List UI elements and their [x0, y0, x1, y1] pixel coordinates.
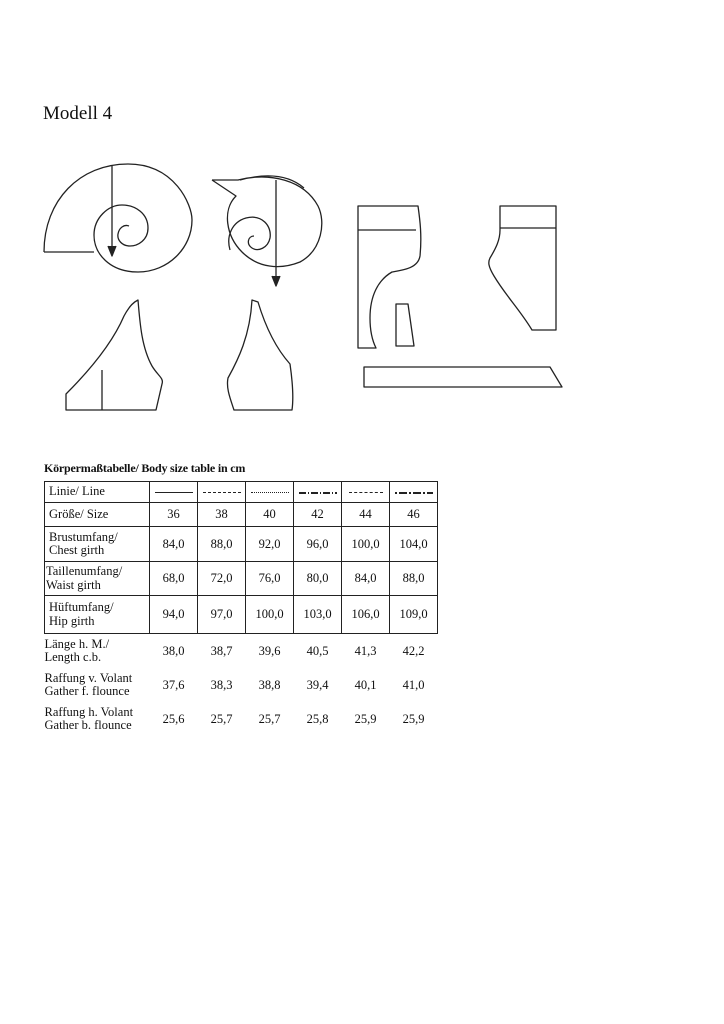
row-label-waist: Taillenumfang/ Waist girth	[45, 562, 150, 596]
gather-front-row	[45, 668, 438, 702]
line-sample-solid	[155, 492, 193, 493]
table-cell: 72,0	[198, 562, 246, 596]
table-cell: 100,0	[342, 527, 390, 562]
line-style-row	[45, 482, 438, 503]
size-cell: 36	[150, 503, 198, 527]
size-cell: 42	[294, 503, 342, 527]
table-cell: 42,2	[402, 643, 425, 658]
row-label-line: Linie/ Line	[45, 482, 150, 503]
table-cell: 25,7	[258, 711, 281, 726]
table-cell: 106,0	[342, 596, 390, 634]
back-bodice-piece	[227, 300, 292, 410]
line-sample-dash	[203, 492, 241, 493]
line-sample-42	[294, 482, 342, 503]
length-row	[45, 634, 438, 669]
line-sample-dot-dash	[395, 492, 433, 494]
table-cell: 38,0	[162, 643, 185, 658]
strap-piece	[396, 304, 414, 346]
line-sample-dot	[251, 492, 289, 493]
row-label-length: Länge h. M./ Length c.b.	[44, 636, 110, 664]
waist-row	[45, 562, 438, 596]
table-cell: 88,0	[198, 527, 246, 562]
row-label-hip: Hüftumfang/ Hip girth	[45, 596, 150, 634]
size-cell: 44	[342, 503, 390, 527]
table-cell: 41,3	[354, 643, 377, 658]
table-cell: 94,0	[150, 596, 198, 634]
line-sample-46	[390, 482, 438, 503]
row-label-gather-back: Raffung h. Volant Gather b. flounce	[44, 704, 134, 732]
line-sample-dash-long	[349, 492, 383, 493]
table-caption: Körpermaßtabelle/ Body size table in cm	[44, 461, 246, 475]
table-cell: 84,0	[342, 562, 390, 596]
table-cell: 39,6	[258, 643, 281, 658]
line-sample-44	[342, 482, 390, 503]
table-cell: 40,1	[354, 677, 377, 692]
table-cell: 104,0	[390, 527, 438, 562]
table-cell: 100,0	[246, 596, 294, 634]
table-cell: 41,0	[402, 677, 425, 692]
table-cell: 68,0	[150, 562, 198, 596]
table-cell: 39,4	[306, 677, 329, 692]
size-row	[45, 503, 438, 527]
table-cell: 25,6	[162, 711, 185, 726]
line-sample-40	[246, 482, 294, 503]
back-panel-piece	[489, 206, 556, 330]
table-cell: 76,0	[246, 562, 294, 596]
hip-row	[45, 596, 438, 634]
table-cell: 92,0	[246, 527, 294, 562]
table-cell: 40,5	[306, 643, 329, 658]
front-flounce-spiral	[44, 164, 192, 272]
table-cell: 109,0	[390, 596, 438, 634]
page-title: Modell 4	[43, 103, 113, 124]
row-label-gather-front: Raffung v. Volant Gather f. flounce	[44, 670, 133, 698]
table-cell: 25,9	[354, 711, 377, 726]
table-cell: 25,7	[210, 711, 233, 726]
pattern-pieces	[0, 0, 724, 440]
table-cell: 88,0	[390, 562, 438, 596]
table-cell: 25,8	[306, 711, 329, 726]
row-label-chest: Brustumfang/ Chest girth	[45, 527, 150, 562]
table-cell: 38,8	[258, 677, 281, 692]
row-label-size: Größe/ Size	[45, 503, 150, 527]
table-cell: 80,0	[294, 562, 342, 596]
back-flounce-spiral	[212, 176, 322, 267]
front-bodice-piece	[66, 300, 162, 410]
table-cell: 25,9	[402, 711, 425, 726]
line-sample-dash-dot	[299, 492, 337, 494]
table-cell: 96,0	[294, 527, 342, 562]
line-sample-36	[150, 482, 198, 503]
table-cell: 38,7	[210, 643, 233, 658]
size-cell: 46	[390, 503, 438, 527]
size-cell: 38	[198, 503, 246, 527]
table-cell: 38,3	[210, 677, 233, 692]
table-cell: 84,0	[150, 527, 198, 562]
waistband-piece	[364, 367, 562, 387]
gather-back-row	[45, 702, 438, 736]
chest-row	[45, 527, 438, 562]
body-size-table	[44, 481, 438, 736]
line-sample-38	[198, 482, 246, 503]
size-cell: 40	[246, 503, 294, 527]
table-cell: 97,0	[198, 596, 246, 634]
table-cell: 103,0	[294, 596, 342, 634]
table-cell: 37,6	[162, 677, 185, 692]
